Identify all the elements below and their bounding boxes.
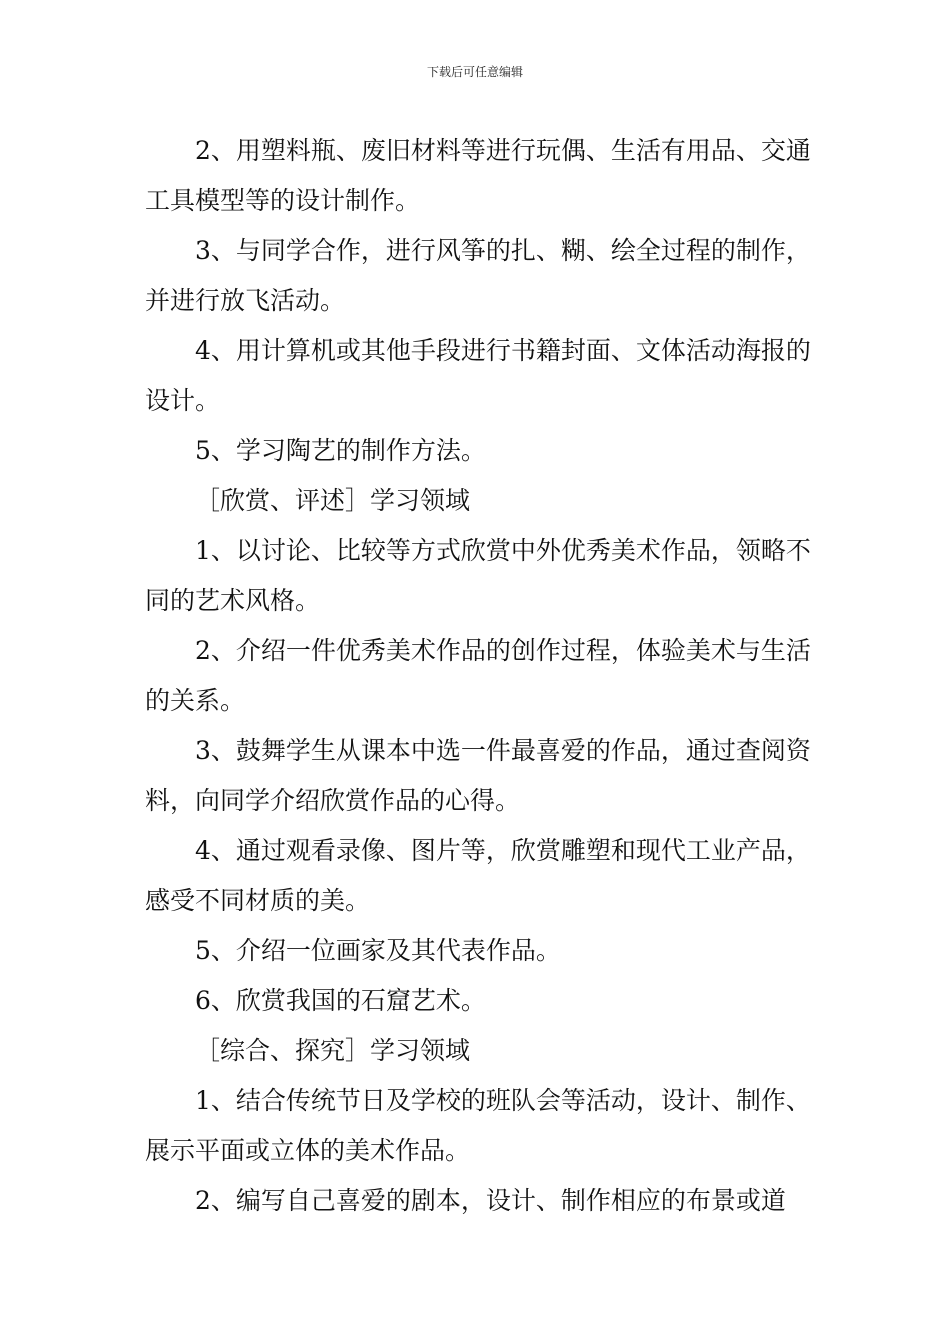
paragraph-appreciation-4: 4、通过观看录像、图片等，欣赏雕塑和现代工业产品，感受不同材质的美。 [145,836,811,915]
paragraph-design-making-1: 2、用塑料瓶、废旧材料等进行玩偶、生活有用品、交通工具模型等的设计制作。 [145,136,811,215]
paragraph-design-making-4: 5、学习陶艺的制作方法。 [195,436,486,465]
paragraph-appreciation-2: 2、介绍一件优秀美术作品的创作过程，体验美术与生活的关系。 [145,636,811,715]
paragraph-comprehensive-2: 2、编写自己喜爱的剧本，设计、制作相应的布景或道 [195,1186,786,1215]
paragraph-appreciation-6: 6、欣赏我国的石窟艺术。 [195,986,486,1015]
paragraph-appreciation-5: 5、介绍一位画家及其代表作品。 [195,936,561,965]
section-heading-appreciation: ［欣赏、评述］学习领域 [195,486,471,515]
document-body [145,126,813,1226]
paragraph-comprehensive-1: 1、结合传统节日及学校的班队会等活动，设计、制作、展示平面或立体的美术作品。 [145,1086,811,1165]
paragraph-design-making-3: 4、用计算机或其他手段进行书籍封面、文体活动海报的设计。 [145,336,811,415]
paragraph-design-making-2: 3、与同学合作，进行风筝的扎、糊、绘全过程的制作，并进行放飞活动。 [145,236,811,315]
section-heading-comprehensive: ［综合、探究］学习领域 [195,1036,471,1065]
page-header: 下载后可任意编辑 [426,65,523,79]
paragraph-appreciation-3: 3、鼓舞学生从课本中选一件最喜爱的作品，通过查阅资料，向同学介绍欣赏作品的心得。 [145,736,811,815]
paragraph-appreciation-1: 1、以讨论、比较等方式欣赏中外优秀美术作品，领略不同的艺术风格。 [145,536,811,615]
